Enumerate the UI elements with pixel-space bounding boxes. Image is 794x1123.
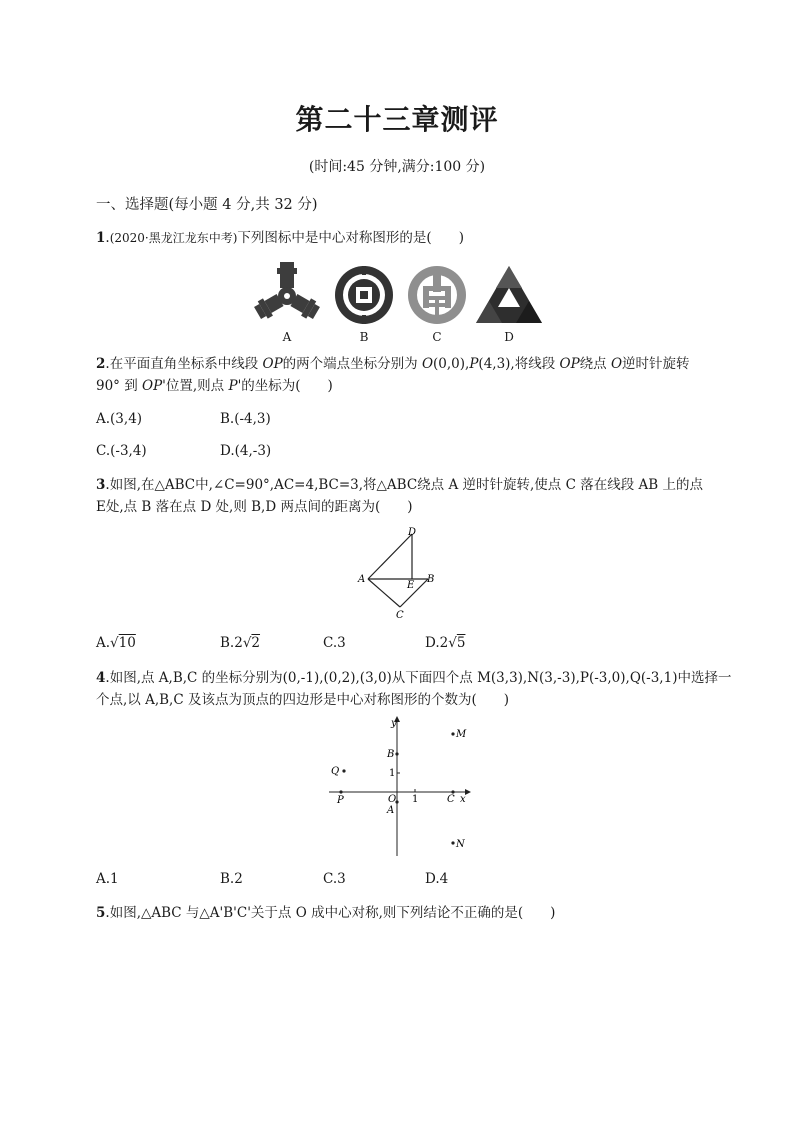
exam-info: (时间:45 分钟,满分:100 分) <box>308 159 486 175</box>
option-a: A.(3,4) <box>96 411 143 427</box>
logo-options <box>250 262 550 347</box>
label-y: y <box>391 718 397 729</box>
option-c: C.3 <box>323 635 346 651</box>
option-b: B.2 <box>220 871 243 887</box>
logo-label-b: B <box>359 330 369 344</box>
option-a: A.√10 <box>96 635 136 651</box>
label-p: P <box>337 795 344 806</box>
question-2-line-1: 2.在平面直角坐标系中线段 OP的两个端点坐标分别为 O(0,0),P(4,3),将线段 OP绕点 O逆时针旋转 <box>96 356 690 372</box>
question-3-line-2: E处,点 B 落在点 D 处,则 B,D 两点间的距离为( ) <box>96 499 413 515</box>
option-a: A.1 <box>96 871 119 887</box>
question-number: 1 <box>96 230 106 246</box>
option-d: D.(4,-3) <box>220 443 272 459</box>
option-d: D.2√5 <box>425 635 466 651</box>
triangle-rotation-figure <box>350 524 450 624</box>
question-number: 5 <box>96 905 106 921</box>
page-title: 第二十三章测评 <box>295 103 499 136</box>
label-x: x <box>460 794 466 805</box>
label-one-x: 1 <box>412 794 419 805</box>
label-q: Q <box>331 766 340 777</box>
question-5: 5.如图,△ABC 与△A'B'C'关于点 O 成中心对称,则下列结论不正确的是( ) <box>96 905 556 921</box>
logo-a-icon <box>250 262 324 326</box>
question-4-line-2: 个点,以 A,B,C 及该点为顶点的四边形是中心对称图形的个数为( ) <box>96 692 509 708</box>
coordinate-plane-figure <box>325 716 475 858</box>
question-text: 下列图标中是中心对称图形的是( ) <box>237 230 464 246</box>
question-source: (2020·黑龙江龙东中考) <box>109 231 238 245</box>
label-o: O <box>388 794 397 805</box>
question-3-line-1: 3.如图,在△ABC中,∠C=90°,AC=4,BC=3,将△ABC绕点 A 逆时针旋转,使点 C 落在线段 AB 上的点 <box>96 477 703 493</box>
label-c: C <box>447 794 455 805</box>
option-c: C.3 <box>323 871 346 887</box>
label-d: D <box>408 527 417 538</box>
question-1: 1.(2020·黑龙江龙东中考)下列图标中是中心对称图形的是( ) <box>96 230 464 246</box>
question-number: 4 <box>96 670 106 686</box>
label-a: A <box>358 574 366 585</box>
option-b: B.(-4,3) <box>220 411 271 427</box>
label-c: C <box>396 610 404 621</box>
logo-c-icon <box>406 264 468 326</box>
label-n: N <box>456 839 465 850</box>
label-e: E <box>407 580 415 591</box>
question-number: 3 <box>96 477 106 493</box>
question-4-line-1: 4.如图,点 A,B,C 的坐标分别为(0,-1),(0,2),(3,0)从下面四个点 M(3,3),N(3,-3),P(-3,0),Q(-3,1)中选择一 <box>96 670 732 686</box>
section-heading: 一、选择题(每小题 4 分,共 32 分) <box>96 197 318 213</box>
label-b: B <box>427 574 435 585</box>
question-number: 2 <box>96 356 106 372</box>
option-b: B.2√2 <box>220 635 261 651</box>
question-2-line-2: 90° 到 OP'位置,则点 P'的坐标为( ) <box>96 378 333 394</box>
logo-label-a: A <box>282 330 292 344</box>
logo-label-d: D <box>504 330 514 344</box>
label-one-y: 1 <box>389 768 396 779</box>
label-b: B <box>387 749 395 760</box>
logo-label-c: C <box>432 330 442 344</box>
sqrt-symbol: √ <box>110 635 119 651</box>
label-a: A <box>387 805 395 816</box>
logo-d-icon <box>476 266 542 324</box>
label-m: M <box>456 729 467 740</box>
option-c: C.(-3,4) <box>96 443 147 459</box>
logo-b-icon <box>333 264 395 326</box>
option-d: D.4 <box>425 871 449 887</box>
